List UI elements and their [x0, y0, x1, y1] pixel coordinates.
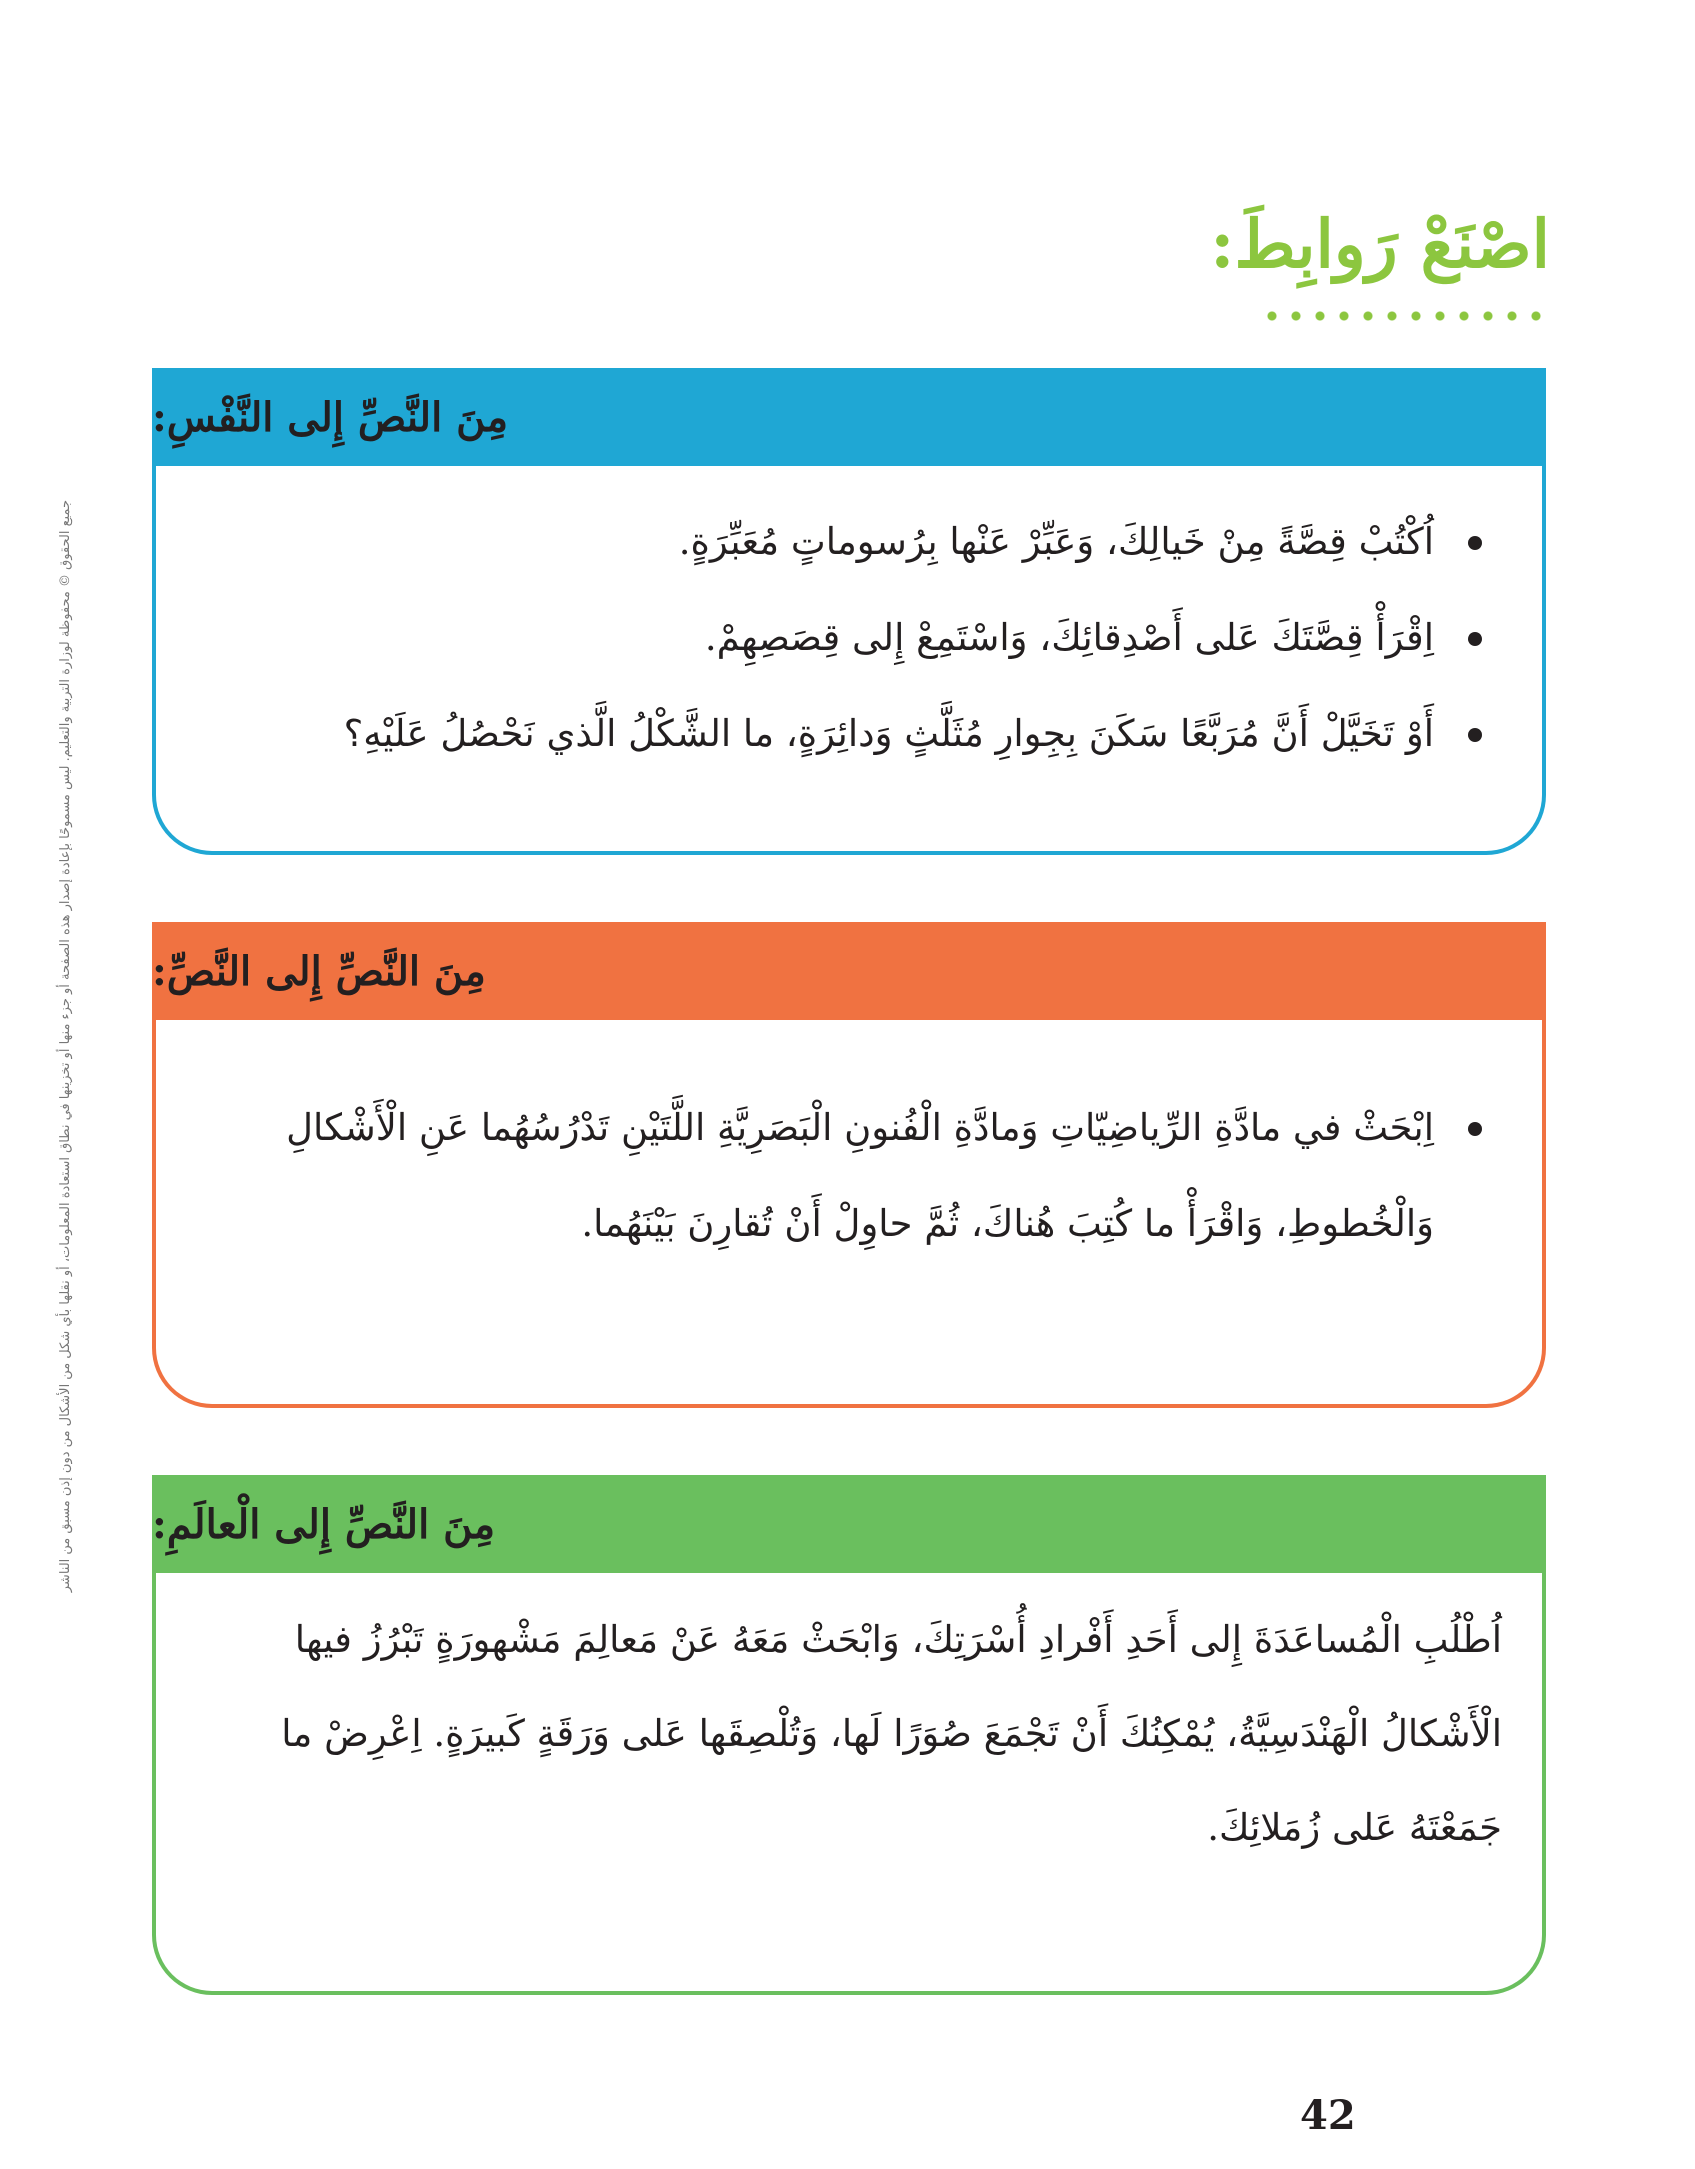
list-item: اِبْحَثْ في مادَّةِ الرِّياضِيّاتِ وَمادَّةِ الْفُنونِ الْبَصَرِيَّةِ اللَّتَيْنِ تَدْرُسُهُما عَنِ الْأَشْكالِ وَالْخُطوطِ، وَاقْرَأْ ما كُتِبَ هُناكَ، ثُمَّ حاوِلْ أَنْ تُقارِنَ بَيْنَهُما. [196, 1080, 1482, 1272]
section-heading: مِنَ النَّصِّ إِلى النَّصِّ: [152, 947, 486, 995]
copyright-note: جميع الحقوق © محفوظة لوزارة التربية والتعليم. ليس مسموحًا بإعادة إصدار هذه الصفحة أو جزء منها أو تخزينها في نطاق استعادة المعلومات، أو نقلها بأي شكل من الأشكال من دون إذن مسبق من الناشر [58, 500, 73, 1593]
section-text-to-self [152, 368, 1546, 855]
list-item: اِقْرَأْ قِصَّتَكَ عَلى أَصْدِقائِكَ، وَاسْتَمِعْ إِلى قِصَصِهِمْ. [196, 590, 1482, 686]
title-dotted-underline [1260, 310, 1550, 322]
section-text-to-world [152, 1475, 1546, 1995]
section-heading: مِنَ النَّصِّ إِلى النَّفْسِ: [152, 393, 509, 441]
section-paragraph: اُطْلُبِ الْمُساعَدَةَ إِلى أَحَدِ أَفْرادِ أُسْرَتِكَ، وَابْحَثْ مَعَهُ عَنْ مَعالِمَ مَشْهورَةٍ تَبْرُزُ فيها الْأَشْكالُ الْهَنْدَسِيَّةُ، يُمْكِنُكَ أَنْ تَجْمَعَ صُوَرًا لَها، وَتُلْصِقَها عَلى وَرَقَةٍ كَبيرَةٍ. اِعْرِضْ ما جَمَعْتَهُ عَلى زُمَلائِكَ. [281, 1618, 1502, 1849]
section-header [152, 922, 1546, 1020]
list-item: اُكْتُبْ قِصَّةً مِنْ خَيالِكَ، وَعَبِّرْ عَنْها بِرُسوماتٍ مُعَبِّرَةٍ. [196, 494, 1482, 590]
section-header [152, 1475, 1546, 1573]
section-header [152, 368, 1546, 466]
page-number: 42 [1300, 2092, 1356, 2139]
page-title: اصْنَعْ رَوابِطَ: [1210, 205, 1550, 283]
section-heading: مِنَ النَّصِّ إِلى الْعالَمِ: [152, 1500, 496, 1548]
section-text-to-text [152, 922, 1546, 1408]
list-item: أَوْ تَخَيَّلْ أَنَّ مُرَبَّعًا سَكَنَ بِجِوارِ مُثَلَّثٍ وَدائِرَةٍ، ما الشَّكْلُ الَّذي نَحْصُلُ عَلَيْهِ؟ [196, 686, 1482, 782]
